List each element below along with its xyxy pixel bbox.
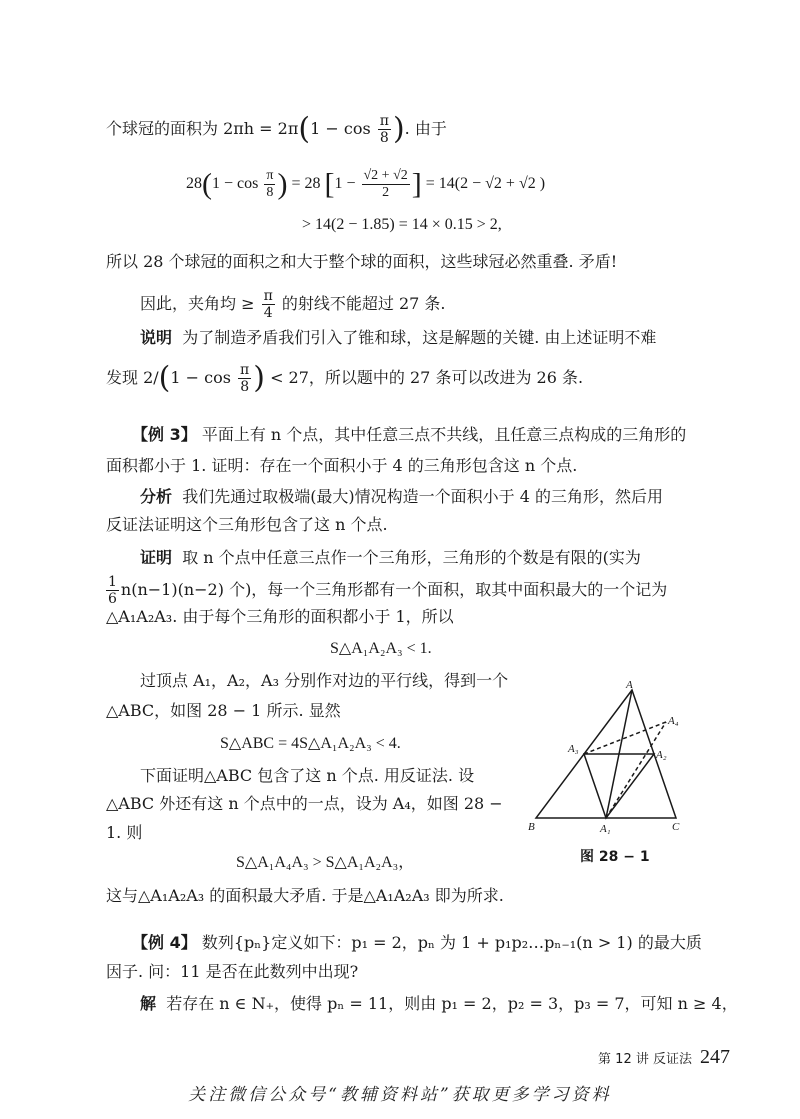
equation: > 14(2 − 1.85) = 14 × 0.15 > 2,	[302, 216, 502, 233]
triangle-figure	[520, 680, 710, 870]
text-line: 所以 28 个球冠的面积之和大于整个球的面积，这些球冠必然重叠. 矛盾!	[106, 252, 618, 271]
label-b: B	[528, 821, 535, 833]
page-footer	[598, 1046, 730, 1069]
equation: S△A₁A₄A₃ > S△A₁A₂A₃，	[236, 854, 415, 871]
text-line: △ABC 外还有这 n 个点中的一点，设为 A₄，如图 28 −	[106, 794, 503, 813]
label: 说明	[140, 328, 173, 347]
equation: S△A₁A₂A₃ < 1.	[330, 640, 432, 657]
chapter-title: 第 12 讲 反证法	[598, 1052, 692, 1067]
text-line: 证明 取 n 个点中任意三点作一个三角形，三角形的个数是有限的(实为	[140, 548, 641, 567]
text-line: 1. 则	[106, 823, 143, 842]
label-a3: A₃	[568, 743, 579, 755]
equation: S△ABC = 4S△A₁A₂A₃ < 4.	[220, 735, 401, 752]
label-a1: A₁	[600, 823, 611, 835]
equation: 28(1 − cos $\frac{\pi}{8}$ ) = 28 [1 − $\frac{√2 + √2}{2}$ ] = 14(2 − √2 + √2 )	[186, 167, 546, 201]
text-line: △A₁A₂A₃. 由于每个三角形的面积都小于 1，所以	[106, 607, 454, 626]
text-line: △ABC，如图 28 − 1 所示. 显然	[106, 701, 341, 720]
label-c: C	[672, 821, 680, 833]
text: 1 − cos	[310, 119, 371, 138]
text-line: 【例 4】 数列{pₙ}定义如下：p₁ = 2，pₙ 为 1 + p₁p₂…pₙ₋₁(n > 1) 的最大质	[132, 933, 702, 952]
text: 个球冠的面积为 2πh = 2π	[106, 119, 299, 138]
triangle-a1a2a3	[584, 754, 654, 818]
text-line: 分析 我们先通过取极端(最大)情况构造一个面积小于 4 的三角形，然后用	[140, 487, 664, 506]
figure-caption: 图 28 − 1	[580, 849, 650, 865]
page-number: 247	[700, 1046, 730, 1068]
text-line: $\frac{1}{6}$ n(n−1)(n−2) 个)，每一个三角形都有一个面积，取其中面积最大的一个记为	[108, 574, 668, 607]
text-line: 这与△A₁A₂A₃ 的面积最大矛盾. 于是△A₁A₂A₃ 即为所求.	[106, 886, 504, 905]
label: 分析	[140, 487, 173, 506]
example-label: 【例 3】	[132, 425, 197, 444]
text-line: 个球冠的面积为 2πh = 2π(1 − cos $\frac{\pi}{8}$ ). 由于	[106, 111, 447, 147]
label: 解	[140, 994, 157, 1013]
watermark: 关注微信公众号“教辅资料站”获取更多学习资料	[188, 1085, 612, 1105]
label-a2: A₂	[656, 749, 667, 761]
text-line: 过顶点 A₁，A₂，A₃ 分别作对边的平行线，得到一个	[140, 671, 509, 690]
text-line: 反证法证明这个三角形包含了这 n 个点.	[106, 515, 388, 534]
text-line: 【例 3】 平面上有 n 个点，其中任意三点不共线，且任意三点构成的三角形的	[132, 425, 687, 444]
example-label: 【例 4】	[132, 933, 197, 952]
label: 证明	[140, 548, 173, 567]
text-line: 解 若存在 n ∈ N₊，使得 pₙ = 11，则由 p₁ = 2，p₂ = 3，p₃ = 7，可知 n ≥ 4，	[140, 994, 738, 1013]
text-line: 发现 2/(1 − cos $\frac{\pi}{8}$ ) < 27，所以题中的 27 条可以改进为 26 条.	[106, 360, 584, 396]
label-a4: A₄	[668, 715, 679, 727]
text-line: 下面证明△ABC 包含了这 n 个点. 用反证法. 设	[140, 766, 475, 785]
text-line: 面积都小于 1. 证明：存在一个面积小于 4 的三角形包含这 n 个点.	[106, 456, 578, 475]
label-a: A	[626, 680, 633, 691]
text-line: 因子. 问：11 是否在此数列中出现?	[106, 962, 359, 981]
fraction: $\frac{\pi}{8}$	[379, 113, 389, 146]
text-line: 说明 为了制造矛盾我们引入了锥和球，这是解题的关键. 由上述证明不难	[140, 328, 657, 347]
text-line: 因此，夹角均 ≥ $\frac{\pi}{4}$ 的射线不能超过 27 条.	[140, 288, 446, 321]
text: . 由于	[404, 119, 447, 138]
